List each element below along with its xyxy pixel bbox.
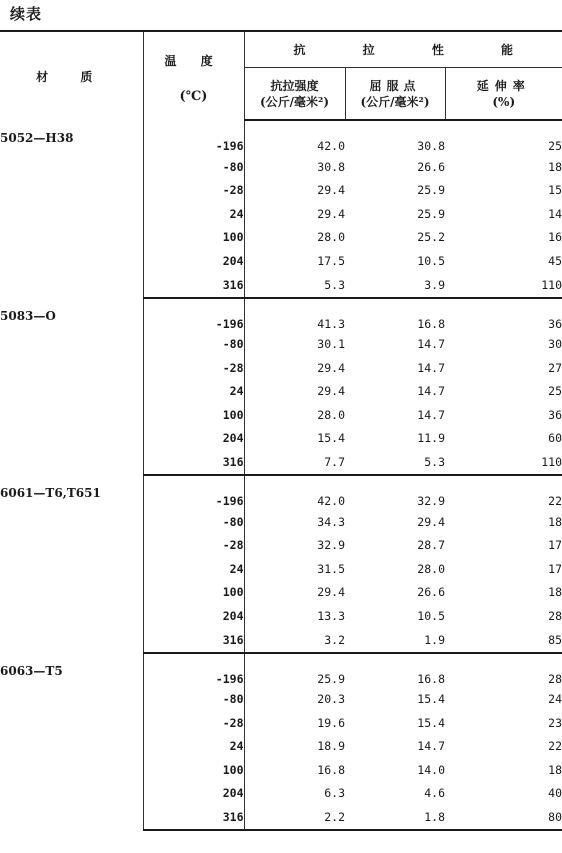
yield-point-cell: 14.7 — [417, 337, 445, 352]
temperature-label: 温 度 — [164, 54, 223, 68]
elongation-cell: 110 — [445, 273, 562, 298]
temperature-cell: 316 — [143, 628, 244, 653]
material-name-cell: 5052—H38 — [0, 120, 143, 298]
yield-point-cell: 16.8 — [417, 316, 445, 331]
elongation-cell: 85 — [445, 628, 562, 653]
yield-point-cell: 4.6 — [424, 786, 445, 801]
yield-point-cell: 29.4 — [417, 514, 445, 529]
tensile-strength-label: 抗拉强度 — [270, 78, 319, 93]
tensile-strength-cell: 17.5 — [317, 253, 345, 268]
elongation-unit: (%) — [492, 94, 516, 109]
temperature-cell: -80 — [143, 688, 244, 712]
temperature-cell: 204 — [143, 782, 244, 806]
elongation-cell: 18 — [548, 514, 562, 529]
elongation-cell: 18 — [548, 762, 562, 777]
tensile-strength-cell: 32.9 — [317, 538, 345, 553]
tensile-strength-cell: 20.3 — [317, 692, 345, 707]
material-name-cell: 6063—T5 — [0, 653, 143, 831]
temperature-cell: 24 — [143, 202, 244, 226]
tensile-properties-char: 抗 — [293, 43, 306, 57]
yield-point-cell: 30.8 — [417, 139, 445, 153]
tensile-strength-cell: 30.8 — [317, 159, 345, 174]
yield-point-cell: 15.4 — [417, 715, 445, 730]
temperature-cell: 316 — [143, 273, 244, 298]
tensile-properties-char: 拉 — [362, 43, 375, 57]
temperature-cell: 204 — [143, 249, 244, 273]
elongation-cell: 36 — [548, 316, 562, 331]
temperature-cell: 100 — [143, 403, 244, 427]
yield-point-cell: 28.7 — [417, 538, 445, 553]
yield-point-cell: 3.9 — [345, 273, 445, 298]
table-row — [0, 120, 562, 155]
tensile-properties-header — [244, 31, 562, 68]
tensile-strength-cell: 29.4 — [317, 585, 345, 600]
elongation-cell: 60 — [548, 431, 562, 446]
temperature-cell: 24 — [143, 735, 244, 759]
yield-point-cell: 1.8 — [345, 805, 445, 830]
tensile-strength-cell: 15.4 — [317, 431, 345, 446]
elongation-cell: 80 — [445, 805, 562, 830]
temperature-cell: -196 — [143, 653, 244, 688]
temperature-cell: -28 — [143, 711, 244, 735]
elongation-cell: 18 — [548, 159, 562, 174]
material-name-cell: 5083—O — [0, 298, 143, 476]
tensile-strength-cell: 5.3 — [244, 273, 345, 298]
tensile-strength-cell: 29.4 — [317, 206, 345, 221]
yield-point-cell: 11.9 — [417, 431, 445, 446]
elongation-cell: 23 — [548, 715, 562, 730]
temperature-column-header — [143, 31, 244, 120]
tensile-strength-cell: 34.3 — [317, 514, 345, 529]
yield-point-cell: 14.0 — [417, 762, 445, 777]
tensile-strength-cell: 2.2 — [244, 805, 345, 830]
temperature-cell: -80 — [143, 155, 244, 179]
temperature-unit: (℃) — [179, 89, 208, 104]
table-row — [0, 475, 562, 510]
temperature-cell: -80 — [143, 333, 244, 357]
elongation-cell: 15 — [548, 183, 562, 198]
yield-point-cell: 32.9 — [417, 494, 445, 508]
tensile-strength-cell: 29.4 — [317, 384, 345, 399]
tensile-strength-header — [244, 68, 345, 121]
material-column-header: 材 质 — [0, 31, 143, 120]
yield-point-label: 屈服点 — [369, 78, 421, 93]
yield-point-cell: 14.7 — [417, 384, 445, 399]
yield-point-unit: (公斤/毫米²) — [360, 94, 430, 109]
tensile-strength-cell: 19.6 — [317, 715, 345, 730]
temperature-cell: 204 — [143, 427, 244, 451]
elongation-cell: 28 — [548, 671, 562, 686]
table-body — [0, 120, 562, 830]
temperature-cell: 24 — [143, 557, 244, 581]
table-row — [0, 653, 562, 688]
temperature-cell: -28 — [143, 179, 244, 203]
temperature-cell: -196 — [143, 475, 244, 510]
yield-point-cell: 1.9 — [345, 628, 445, 653]
tensile-properties-char: 能 — [501, 43, 514, 57]
tensile-strength-cell: 29.4 — [317, 360, 345, 375]
yield-point-cell: 26.6 — [417, 585, 445, 600]
tensile-strength-cell: 31.5 — [317, 561, 345, 576]
temperature-cell: 100 — [143, 226, 244, 250]
tensile-strength-cell: 42.0 — [317, 494, 345, 508]
elongation-cell: 22 — [548, 739, 562, 754]
tensile-strength-cell: 16.8 — [317, 762, 345, 777]
tensile-strength-cell: 18.9 — [317, 739, 345, 754]
yield-point-cell: 14.7 — [417, 360, 445, 375]
elongation-cell: 30 — [548, 337, 562, 352]
elongation-cell: 14 — [548, 206, 562, 221]
tensile-strength-cell: 6.3 — [324, 786, 345, 801]
tensile-strength-cell: 3.2 — [244, 628, 345, 653]
elongation-cell: 24 — [548, 692, 562, 707]
yield-point-cell: 28.0 — [417, 561, 445, 576]
temperature-cell: 204 — [143, 604, 244, 628]
tensile-strength-cell: 30.1 — [317, 337, 345, 352]
tensile-strength-cell: 29.4 — [317, 183, 345, 198]
elongation-cell: 16 — [548, 230, 562, 245]
temperature-cell: 100 — [143, 758, 244, 782]
material-properties-table — [0, 30, 562, 831]
temperature-cell: -196 — [143, 120, 244, 155]
elongation-cell: 27 — [548, 360, 562, 375]
temperature-cell: -196 — [143, 298, 244, 333]
yield-point-cell: 14.7 — [417, 739, 445, 754]
continued-table-label: 续表 — [10, 5, 43, 23]
tensile-strength-unit: (公斤/毫米²) — [260, 94, 329, 109]
yield-point-cell: 25.2 — [417, 230, 445, 245]
elongation-cell: 18 — [548, 585, 562, 600]
table-header — [0, 31, 562, 120]
elongation-cell: 17 — [548, 561, 562, 576]
elongation-cell: 28 — [548, 608, 562, 623]
temperature-cell: -28 — [143, 356, 244, 380]
elongation-cell: 36 — [548, 407, 562, 422]
yield-point-cell: 15.4 — [417, 692, 445, 707]
temperature-cell: 316 — [143, 805, 244, 830]
yield-point-cell: 25.9 — [417, 206, 445, 221]
elongation-cell: 40 — [548, 786, 562, 801]
yield-point-cell: 5.3 — [345, 450, 445, 475]
tensile-strength-cell: 41.3 — [317, 316, 345, 331]
temperature-cell: -28 — [143, 534, 244, 558]
elongation-cell: 110 — [445, 450, 562, 475]
yield-point-cell: 25.9 — [417, 183, 445, 198]
temperature-cell: -80 — [143, 510, 244, 534]
yield-point-header — [345, 68, 445, 121]
tensile-strength-cell: 28.0 — [317, 407, 345, 422]
table-row — [0, 298, 562, 333]
temperature-cell: 24 — [143, 380, 244, 404]
tensile-strength-cell: 7.7 — [244, 450, 345, 475]
tensile-properties-char: 性 — [431, 43, 444, 57]
elongation-cell: 22 — [548, 494, 562, 508]
tensile-strength-cell: 42.0 — [317, 139, 345, 153]
tensile-strength-cell: 13.3 — [317, 608, 345, 623]
elongation-cell: 25 — [548, 139, 562, 153]
temperature-cell: 100 — [143, 581, 244, 605]
yield-point-cell: 14.7 — [417, 407, 445, 422]
yield-point-cell: 26.6 — [417, 159, 445, 174]
yield-point-cell: 10.5 — [417, 253, 445, 268]
elongation-header — [445, 68, 562, 121]
material-name-cell: 6061—T6,T651 — [0, 475, 143, 653]
temperature-cell: 316 — [143, 450, 244, 475]
elongation-cell: 17 — [548, 538, 562, 553]
tensile-strength-cell: 28.0 — [317, 230, 345, 245]
tensile-strength-cell: 25.9 — [317, 671, 345, 686]
elongation-label: 延伸率 — [476, 78, 531, 93]
yield-point-cell: 16.8 — [417, 671, 445, 686]
elongation-cell: 25 — [548, 384, 562, 399]
yield-point-cell: 10.5 — [417, 608, 445, 623]
elongation-cell: 45 — [548, 253, 562, 268]
